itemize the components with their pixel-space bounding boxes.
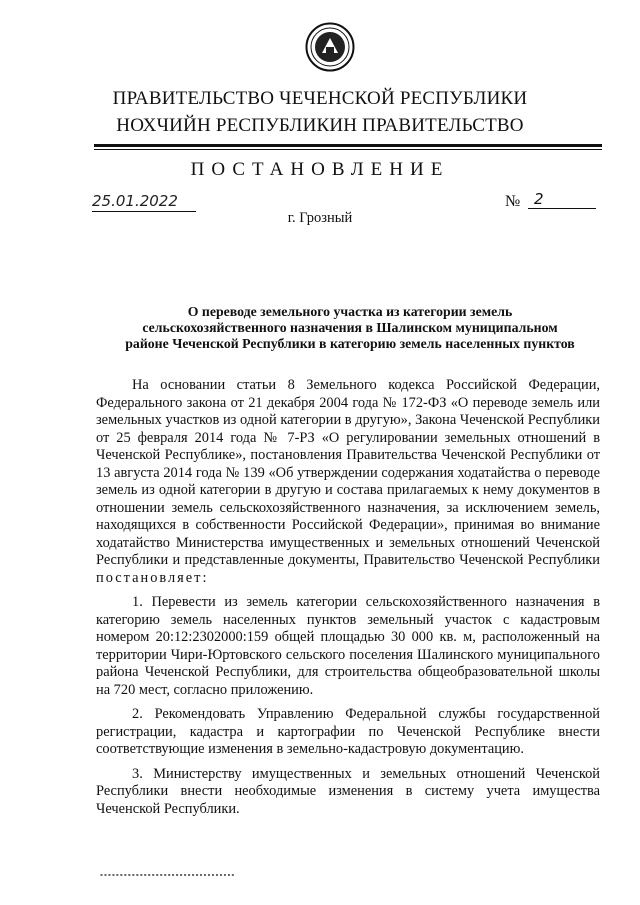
city: г. Грозный xyxy=(287,210,353,226)
print-footer-mark: ▪ ▪ ▪ ▪ ▪ ▪ ▪ ▪ ▪ ▪ ▪ ▪ ▪ ▪ ▪ ▪ ▪ ▪ ▪ ▪ ▪ ▪ ▪ ▪ ▪ ▪ ▪ ▪ ▪ ▪ ▪ ▪ ▪ ▪ xyxy=(100,872,235,877)
header-rule-thick xyxy=(94,144,602,147)
title-line: сельскохозяйственного назначения в Шалинском муниципальном xyxy=(142,320,558,335)
document-body xyxy=(96,377,600,825)
document-number: 2 xyxy=(528,190,596,209)
org-name-russian: ПРАВИТЕЛЬСТВО ЧЕЧЕНСКОЙ РЕСПУБЛИКИ xyxy=(112,88,528,109)
item-paragraph: 3. Министерству имущественных и земельных отношений Чеченской Республики внести необходимые изменения в систему учета имущества Чеченской Республики. xyxy=(96,765,600,817)
decree-word: постановляет: xyxy=(96,569,209,586)
item-paragraph: 1. Перевести из земель категории сельскохозяйственного назначения в категорию земель населенных пунктов земельный участок с кадастровым номером 20:12:2302000:159 общей площадью 30 000 кв. м, расположенный на территории Чири-Юртовского сельского поселения Шалинского муниципального района Чеченской Республики, для строительства общеобразовательной школы на 720 мест, согласно приложению. xyxy=(96,594,600,698)
state-emblem-icon xyxy=(305,22,355,72)
title-line: районе Чеченской Республики в категорию земель населенных пунктов xyxy=(125,336,575,351)
document-title xyxy=(100,304,600,352)
number-label: № xyxy=(505,193,521,210)
document-date: 25.01.2022 xyxy=(92,192,196,212)
item-paragraph: 2. Рекомендовать Управлению Федеральной службы государственной регистрации, кадастра и картографии по Чеченской Республике внести соответствующие изменения в земельно-кадастровую документацию. xyxy=(96,706,600,757)
preamble-text: На основании статьи 8 Земельного кодекса Российской Федерации, Федерального закона от 21 декабря 2004 года № 172-ФЗ «О переводе земель или земельных участков из одной категории в другую», Закона Чеченской Республики от 25 февраля 2014 года № 7-РЗ «О регулировании земельных отношений в Чеченской Республике», постановления Правительства Чеченской Республики от 13 августа 2014 года № 139 «Об утверждении содержания ходатайства о переводе земель из одной категории в другую и состава прилагаемых к нему документов в отношении земель сельскохозяйственного назначения, за исключением земель, находящихся в собственности Российской Федерации», принимая во внимание ходатайство Министерства имущественных и земельных отношений Чеченской Республики и представленные документы, Правительство Чеченской Республики xyxy=(96,377,600,568)
document-type: ПОСТАНОВЛЕНИЕ xyxy=(190,159,450,180)
header-rule-thin xyxy=(94,149,602,150)
title-line: О переводе земельного участка из категории земель xyxy=(187,304,513,319)
preamble-paragraph xyxy=(96,377,600,587)
org-name-chechen: НОХЧИЙН РЕСПУБЛИКИН ПРАВИТЕЛЬСТВО xyxy=(116,115,524,136)
